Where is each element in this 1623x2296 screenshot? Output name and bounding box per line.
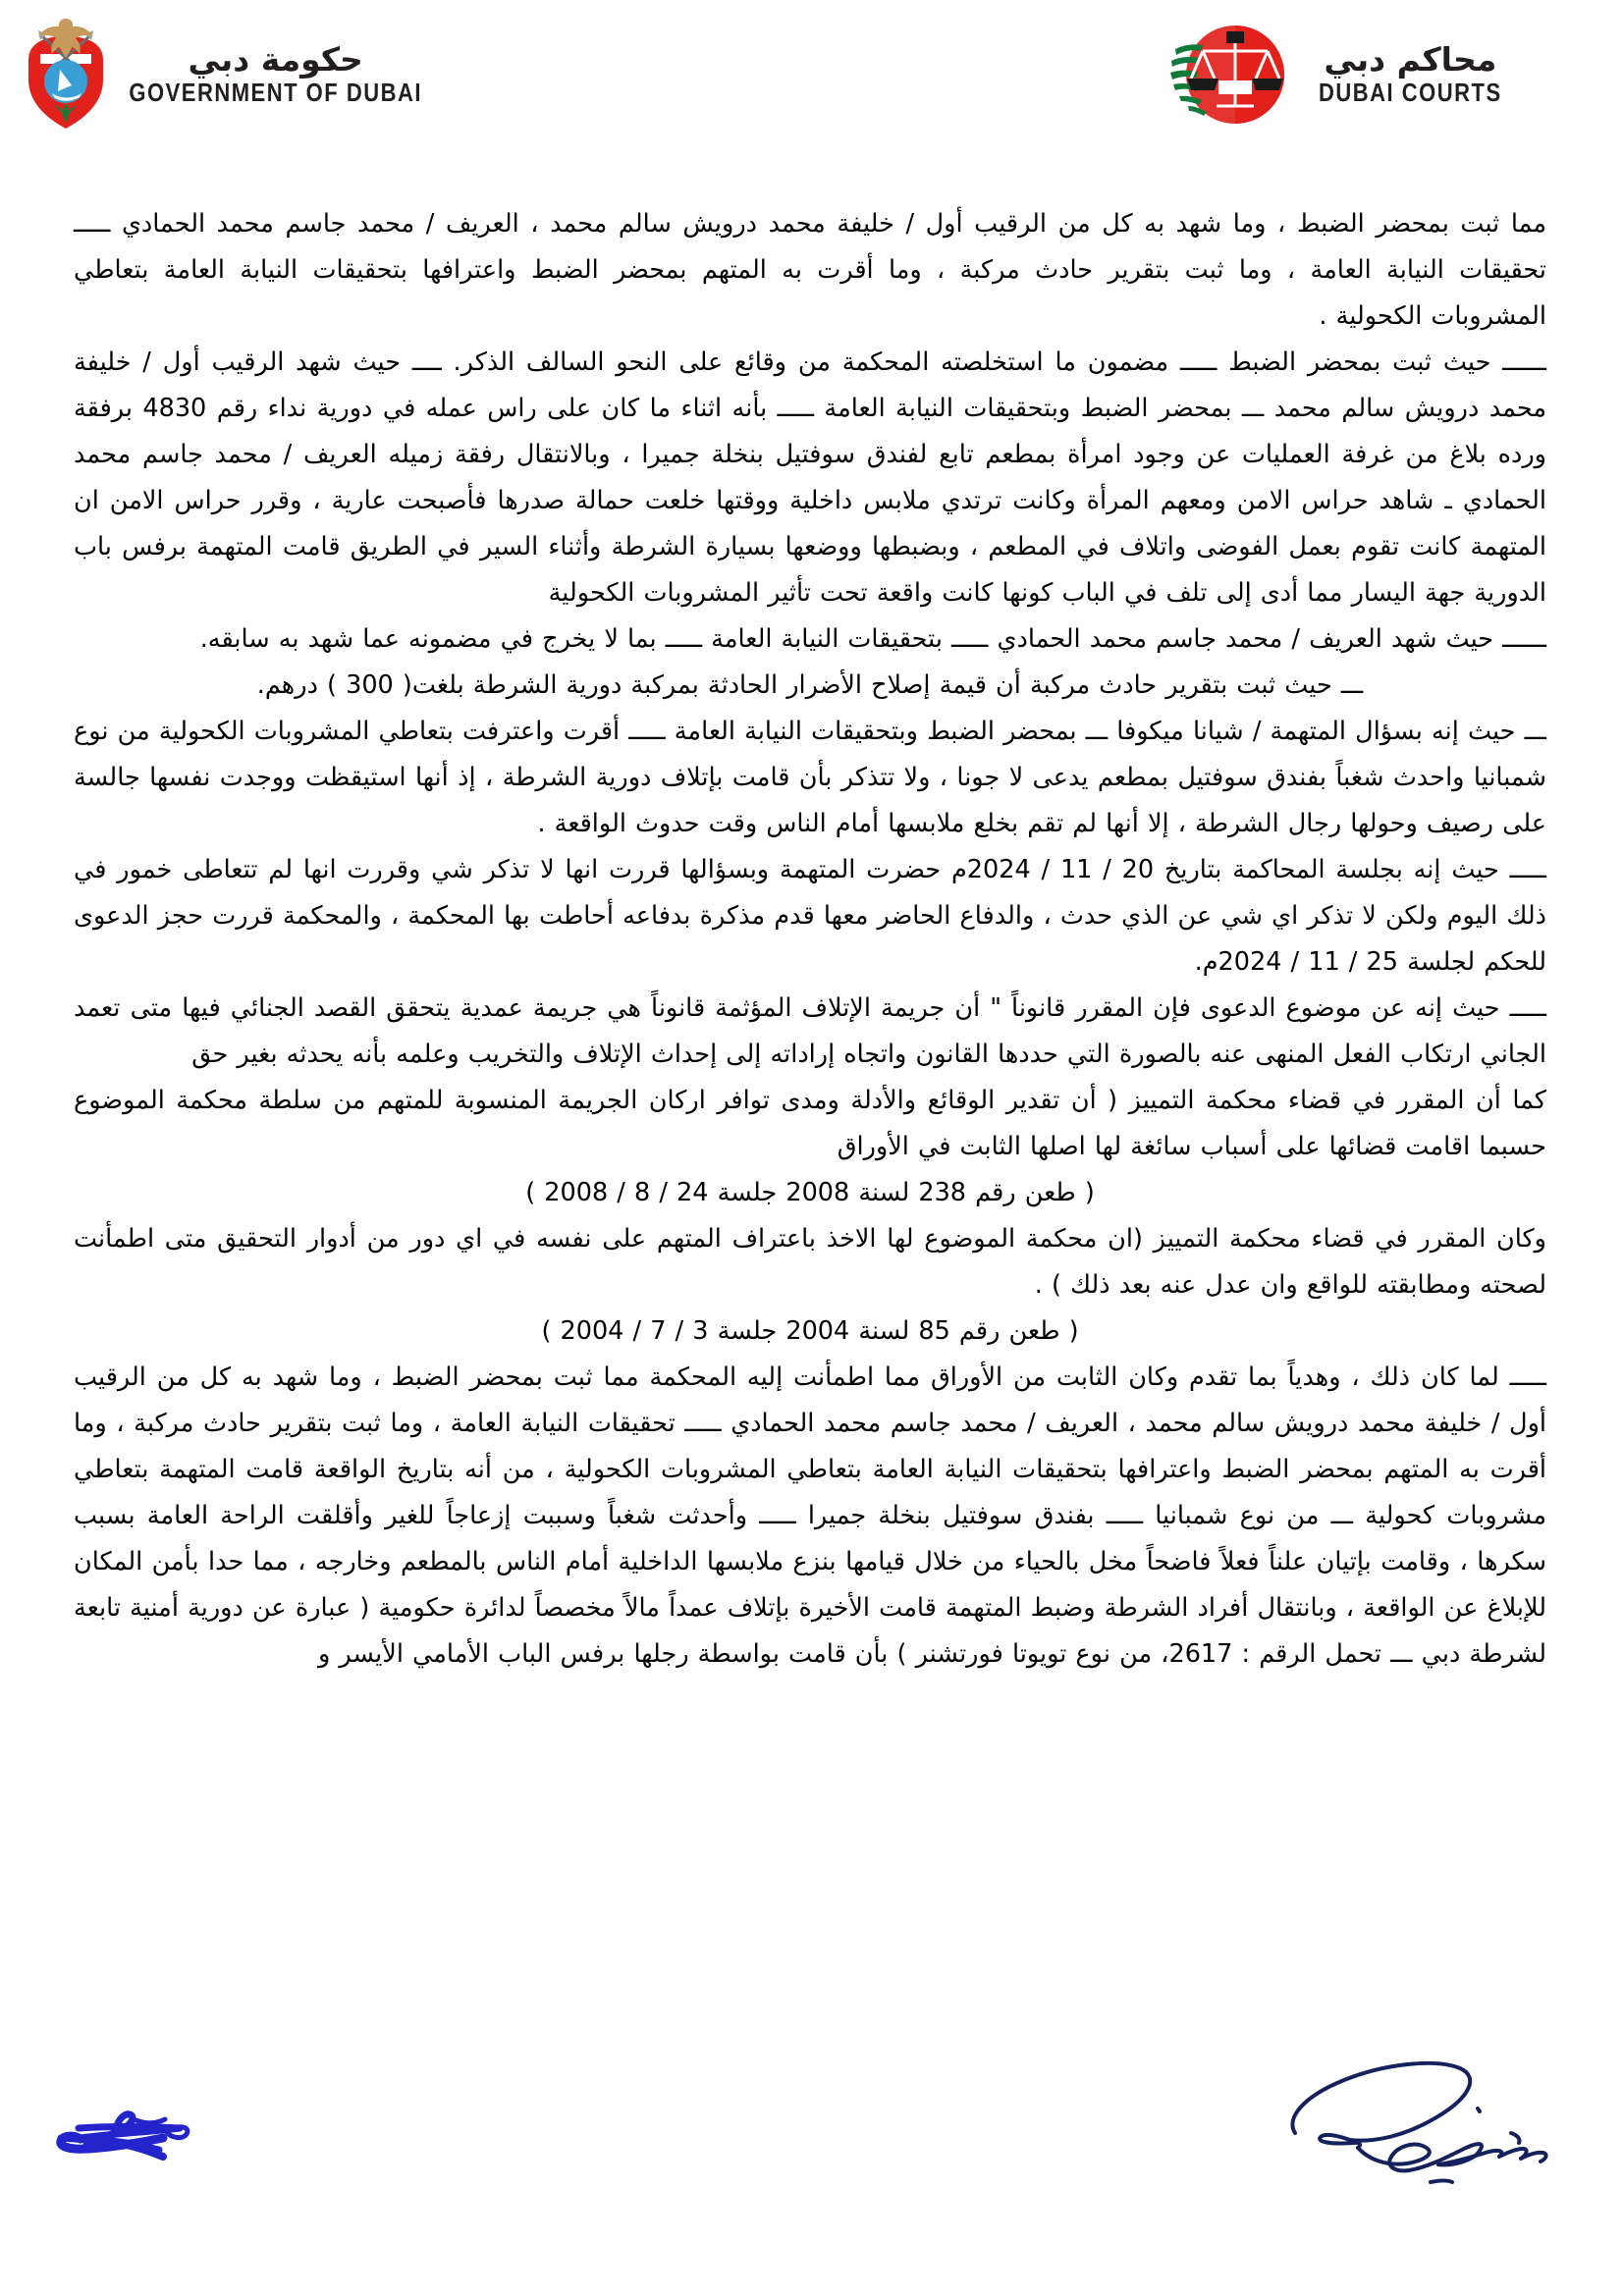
judgment-paragraph: مما ثبت بمحضر الضبط ، وما شهد به كل من الرقيب أول / خليفة محمد درويش سالم محمد ، العريف / محمد جاسم محمد الحمادي ـــــ تحقيقات النيابة العامة ، وما ثبت بتقرير حادث مركبة ، وما أقرت به المتهم بمحضر الضبط واعترافها بتحقيقات النيابة العامة بتعاطي المشروبات الكحولية . [74, 209, 1546, 331]
judgment-body [74, 201, 1546, 1678]
courts-logo-english-text: DUBAI COURTS [1319, 78, 1502, 108]
judgment-paragraph: وكان المقرر في قضاء محكمة التمييز (ان محكمة الموضوع لها الاخذ باعتراف المتهم على نفسه في اي دور من أدوار التحقيق متى اطمأنت لصحته ومطابقته للواقع وان عدل عنه بعد ذلك ) . [74, 1224, 1546, 1300]
judgment-paragraph: ـــــ لما كان ذلك ، وهدياً بما تقدم وكان الثابت من الأوراق مما اطمأنت إليه المحكمة مما ثبت بمحضر الضبط ، وما شهد به كل من الرقيب أول / خليفة محمد درويش سالم محمد ، العريف / محمد جاسم محمد الحمادي ـــــ تحقيقات النيابة العامة ، وما ثبت بتقرير حادث مركبة ، وما أقرت به المتهم بمحضر الضبط واعترافها بتحقيقات النيابة العامة بتعاطي المشروبات الكحولية ، من أنه بتاريخ الواقعة قامت المتهمة بتعاطي مشروبات كحولية ـــ من نوع شمبانيا ـــــ بفندق سوفتيل بنخلة جميرا ـــــ وأحدثت شغباً وسببت إزعاجاً للغير وأقلقت الراحة العامة بسبب سكرها ، وقامت بإتيان علناً فعلاً فاضحاً مخل بالحياء من خلال قيامها بنزع ملابسها الداخلية أمام الناس بالمطعم وخارجه ، مما حدا بأمن المكان للإبلاغ عن الواقعة ، وبانتقال أفراد الشرطة وضبط المتهمة قامت الأخيرة بإتلاف عمداً مالاً مخصصاً لدائرة حكومية ( عبارة عن دورية أمنية تابعة لشرطة دبي ـــ تحمل الرقم : 2617، من نوع تويوتا فورتشنر ) بأن قامت بواسطة رجلها برفس الباب الأمامي الأيسر و [74, 1362, 1546, 1669]
government-logo-english-text: GOVERNMENT OF DUBAI [129, 78, 422, 108]
case-citation: ( طعن رقم 85 لسنة 2004 جلسة 3 / 7 / 2004 ) [541, 1316, 1079, 1346]
signature-right [1260, 2037, 1594, 2263]
government-of-dubai-wordmark [129, 40, 422, 108]
judgment-paragraph: ــــــ حيث ثبت بمحضر الضبط ـــــ مضمون ما استخلصته المحكمة من وقائع على النحو السالف الذكر. ــــ حيث شهد الرقيب أول / خليفة محمد درويش سالم محمد ـــ بمحضر الضبط وبتحقيقات النيابة العامة ـــــ بأنه اثناء ما كان على راس عمله في دورية نداء رقم 4830 برفقة ورده بلاغ من غرفة العمليات عن وجود امرأة بمطعم تابع لفندق سوفتيل بنخلة جميرا ، وبالانتقال رفقة زميله العريف / محمد جاسم محمد الحمادي ـ شاهد حراس الامن ومعهم المرأة وكانت ترتدي ملابس داخلية ووقتها خلعت حمالة صدرها فأصبحت عارية ، وقرر حراس الامن ان المتهمة كانت تقوم بعمل الفوضى واتلاف في المطعم ، وبضبطها ووضعها بسيارة الشرطة وأثناء السير في الطريق قامت المتهمة برفس باب الدورية جهة اليسار مما أدى إلى تلف في الباب كونها كانت واقعة تحت تأثير المشروبات الكحولية [74, 347, 1546, 608]
government-of-dubai-logo [10, 14, 422, 132]
dubai-courts-wordmark [1319, 40, 1502, 108]
judgment-paragraph: ـــــ حيث إنه عن موضوع الدعوى فإن المقرر قانوناً " أن جريمة الإتلاف المؤثمة قانوناً هي جريمة عمدية يتحقق القصد الجنائي فيها متى تعمد الجاني ارتكاب الفعل المنهى عنه بالصورة التي حددها القانون واتجاه إراداته إلى إحداث الإتلاف والتخريب وعلمه بأنه يحدثه بغير حق [74, 993, 1546, 1069]
case-citation: ( طعن رقم 238 لسنة 2008 جلسة 24 / 8 / 2008 ) [525, 1178, 1095, 1207]
dubai-government-emblem-icon [11, 15, 121, 131]
judgment-paragraph: ـــ حيث إنه بسؤال المتهمة / شيانا ميكوفا ـــ بمحضر الضبط وبتحقيقات النيابة العامة ـــــ أقرت واعترفت بتعاطي المشروبات الكحولية من نوع شمبانيا واحدث شغباً بفندق سوفتيل بمطعم يدعى لا جونا ، ولا تتذكر بأن قامت بإتلاف دورية الشرطة ، إذ أنها استيقظت ووجدت نفسها جالسة على رصيف وحولها رجال الشرطة ، إلا أنها لم تقم بخلع ملابسها أمام الناس وقت حدوث الواقعة . [74, 717, 1546, 838]
judgment-paragraph: ـــــ حيث إنه بجلسة المحاكمة بتاريخ 20 / 11 / 2024م حضرت المتهمة وبسؤالها قررت انها لا تذكر شي وقررت انها لم تتعاطى خمور في ذلك اليوم ولكن لا تذكر اي شي عن الذي حدث ، والدفاع الحاضر معها قدم مذكرة بدفاعه أحاطت بها المحكمة ، والمحكمة قررت حجز الدعوى للحكم لجلسة 25 / 11 / 2024م. [74, 855, 1546, 977]
courts-logo-arabic-text: محاكم دبي [1324, 40, 1497, 79]
dubai-courts-scales-emblem-icon [1162, 22, 1309, 125]
judgment-paragraph: ـــ حيث ثبت بتقرير حادث مركبة أن قيمة إصلاح الأضرار الحادثة بمركبة دورية الشرطة بلغت( 300 ) درهم. [256, 670, 1364, 700]
signature-left [37, 2083, 361, 2211]
government-logo-arabic-text: حكومة دبي [188, 40, 363, 79]
judgment-paragraph: كما أن المقرر في قضاء محكمة التمييز ( أن تقدير الوقائع والأدلة ومدى توافر اركان الجريمة المنسوبة للمتهم من سلطة محكمة الموضوع حسبما اقامت قضائها على أسباب سائغة لها اصلها الثابت في الأوراق [74, 1086, 1546, 1161]
document-header [0, 0, 1623, 137]
judgment-paragraph: ــــــ حيث شهد العريف / محمد جاسم محمد الحمادي ـــــ بتحقيقات النيابة العامة ـــــ بما لا يخرج في مضمونه عما شهد به سابقه. [199, 624, 1546, 654]
dubai-courts-logo [1152, 14, 1613, 132]
